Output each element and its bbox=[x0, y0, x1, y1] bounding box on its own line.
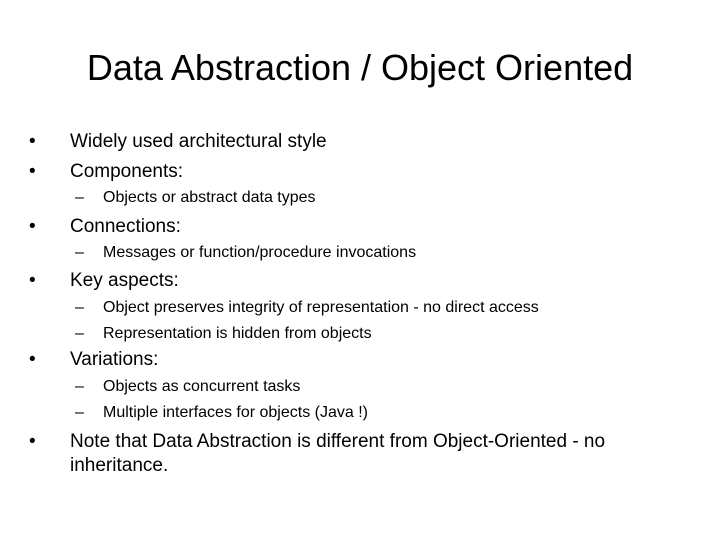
bullet-icon: • bbox=[29, 431, 36, 452]
bullet-text: Note that Data Abstraction is different from Object-Oriented - no inheritance. bbox=[70, 431, 606, 476]
bullet-text: Variations: bbox=[70, 349, 159, 370]
sub-bullet-item bbox=[75, 188, 683, 208]
bullet-item bbox=[29, 160, 670, 184]
dash-icon: – bbox=[75, 189, 84, 206]
bullet-text: Components: bbox=[70, 161, 184, 182]
sub-bullet-item bbox=[75, 243, 683, 263]
slide-title: Data Abstraction / Object Oriented bbox=[86, 47, 634, 88]
sub-bullet-text: Representation is hidden from objects bbox=[103, 325, 372, 342]
sub-bullet-item bbox=[75, 403, 683, 423]
bullet-text: Connections: bbox=[70, 216, 181, 237]
bullet-text: Key aspects: bbox=[70, 270, 179, 291]
bullet-icon: • bbox=[29, 349, 36, 370]
sub-bullet-text: Objects as concurrent tasks bbox=[103, 378, 301, 395]
bullet-icon: • bbox=[29, 216, 36, 237]
bullet-icon: • bbox=[29, 161, 36, 182]
sub-bullet-text: Multiple interfaces for objects (Java !) bbox=[103, 404, 368, 421]
bullet-item bbox=[29, 348, 670, 372]
sub-bullet-item bbox=[75, 324, 683, 344]
dash-icon: – bbox=[75, 404, 84, 421]
sub-bullet-text: Objects or abstract data types bbox=[103, 189, 316, 206]
bullet-item bbox=[29, 430, 650, 478]
dash-icon: – bbox=[75, 378, 84, 395]
bullet-text: Widely used architectural style bbox=[70, 131, 327, 152]
sub-bullet-item bbox=[75, 377, 683, 397]
sub-bullet-item bbox=[75, 298, 683, 318]
dash-icon: – bbox=[75, 299, 84, 316]
bullet-item bbox=[29, 215, 670, 239]
dash-icon: – bbox=[75, 244, 84, 261]
sub-bullet-text: Messages or function/procedure invocations bbox=[103, 244, 417, 261]
bullet-item bbox=[29, 269, 670, 293]
dash-icon: – bbox=[75, 325, 84, 342]
bullet-icon: • bbox=[29, 270, 36, 291]
sub-bullet-text: Object preserves integrity of representation - no direct access bbox=[103, 299, 539, 316]
bullet-item bbox=[29, 130, 670, 154]
bullet-icon: • bbox=[29, 131, 36, 152]
